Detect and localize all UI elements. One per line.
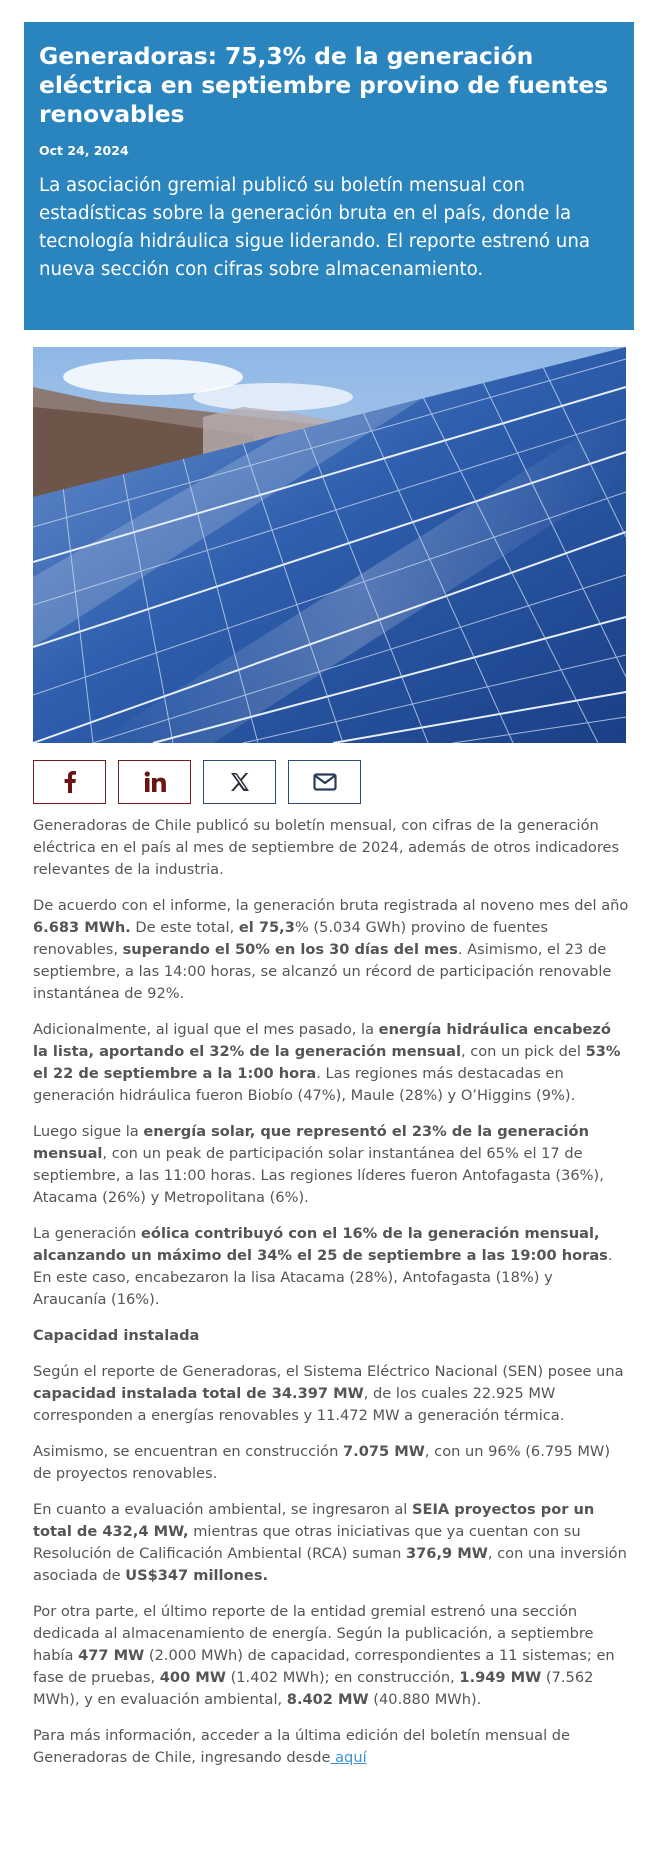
paragraph-text: De este total, (130, 919, 239, 936)
paragraph-bold: superando el 50% en los 30 días del mes (122, 941, 458, 958)
paragraph-text: , con un peak de participación solar instantánea del 65% el 17 de septiembre, a las 11:00 horas. Las regiones líderes fueron Antofagasta (36%), Atacama (26%) y Metropolitana (6%). (33, 1145, 604, 1206)
paragraph-8 (33, 1499, 629, 1587)
paragraph-bold: 400 MW (159, 1669, 226, 1686)
paragraph-text: La generación (33, 1225, 142, 1242)
paragraph-text: (2.000 MWh) de capacidad, correspondientes a 11 sistemas; en fase de pruebas, (33, 1647, 615, 1686)
facebook-icon (63, 771, 77, 793)
linkedin-icon (144, 771, 166, 793)
paragraph-bold: 1.949 MW (459, 1669, 542, 1686)
paragraph-text: (7.562 MWh), y en evaluación ambiental, (33, 1669, 594, 1708)
section-heading-text: Capacidad instalada (33, 1327, 200, 1344)
paragraph-text: . En este caso, encabezaron la lisa Atacama (28%), Antofagasta (18%) y Araucanía (16%). (33, 1247, 613, 1308)
article-title: Generadoras: 75,3% de la generación eléctrica en septiembre provino de fuentes renovables (39, 42, 609, 128)
paragraph-text: Adicionalmente, al igual que el mes pasado, la (33, 1021, 379, 1038)
paragraph-10 (33, 1725, 629, 1769)
paragraph-text: Para más información, acceder a la última edición del boletín mensual de Generadoras de Chile, ingresando desde (33, 1727, 571, 1766)
paragraph-bold: energía hidráulica encabezó la lista, aportando el 32% de la generación mensual (33, 1021, 611, 1060)
paragraph-text: (40.880 MWh). (368, 1691, 482, 1708)
x-icon (230, 772, 250, 792)
paragraph-9 (33, 1601, 629, 1711)
article-lead: La asociación gremial publicó su boletín mensual con estadísticas sobre la generación bruta en el país, donde la tecnología hidráulica sigue liderando. El reporte estrenó una nueva sección con cifras sobre almacenamiento. (39, 175, 591, 280)
paragraph-text: De acuerdo con el informe, la generación bruta registrada al noveno mes del año (33, 897, 629, 914)
paragraph-1: Generadoras de Chile publicó su boletín mensual, con cifras de la generación eléctrica en el país al mes de septiembre de 2024, además de otros indicadores relevantes de la industria. (33, 817, 620, 878)
share-linkedin-button[interactable] (118, 760, 191, 804)
paragraph-text: En cuanto a evaluación ambiental, se ingresaron al (33, 1501, 412, 1518)
paragraph-bold: 8.402 MW (286, 1691, 369, 1708)
paragraph-text: . Las regiones más destacadas en generación hidráulica fueron Biobío (47%), Maule (28%) y O’Higgins (9%). (33, 1065, 576, 1104)
paragraph-text: (1.402 MWh); en construcción, (225, 1669, 460, 1686)
paragraph-bold: 7.075 MW (343, 1443, 425, 1460)
paragraph-bold: capacidad instalada total de 34.397 MW (33, 1385, 364, 1402)
paragraph-text: Asimismo, se encuentran en construcción (33, 1443, 344, 1460)
paragraph-bold: SEIA proyectos por un total de 432,4 MW, (33, 1501, 595, 1540)
paragraph-text: . Asimismo, el 23 de septiembre, a las 14:00 horas, se alcanzó un récord de participación renovable instantánea de 92%. (33, 941, 612, 1002)
paragraph-text: , de los cuales 22.925 MW corresponden a energías renovables y 11.472 MW a generación térmica. (33, 1385, 565, 1424)
email-icon (313, 773, 337, 791)
paragraph-text: % (5.034 GWh) provino de fuentes renovables, (33, 919, 548, 958)
paragraph-bold: US$347 millones. (125, 1567, 269, 1584)
paragraph-text: Luego sigue la (33, 1123, 144, 1140)
solar-panels-illustration (33, 347, 626, 743)
paragraph-bold: 6.683 MWh. (33, 919, 131, 936)
share-facebook-button[interactable] (33, 760, 106, 804)
paragraph-bold: energía solar, que representó el 23% de la generación mensual (33, 1123, 589, 1162)
paragraph-bold: 376,9 MW (406, 1545, 488, 1562)
paragraph-5 (33, 1223, 629, 1311)
section-heading (33, 1325, 629, 1347)
paragraph-bold: 53% el 22 de septiembre a la 1:00 hora (33, 1043, 621, 1082)
share-email-button[interactable] (288, 760, 361, 804)
paragraph-2 (33, 895, 629, 1005)
solar-panels-photo (33, 347, 626, 743)
paragraph-bold: eólica contribuyó con el 16% de la generación mensual, alcanzando un máximo del 34% el 25 de septiembre a las 19:00 horas (33, 1225, 608, 1264)
paragraph-text: , con un 96% (6.795 MW) de proyectos renovables. (33, 1443, 611, 1482)
paragraph-3 (33, 1019, 629, 1107)
paragraph-text: mientras que otras iniciativas que ya cuentan con su Resolución de Calificación Ambiental (RCA) suman (33, 1523, 581, 1562)
paragraph-text: Según el reporte de Generadoras, el Sistema Eléctrico Nacional (SEN) posee una (33, 1363, 624, 1380)
article-date: Oct 24, 2024 (39, 143, 129, 158)
paragraph-bold: el 75,3 (238, 919, 295, 936)
paragraph-7 (33, 1441, 629, 1485)
paragraph-bold: 477 MW (78, 1647, 145, 1664)
bulletin-link[interactable]: aquí (330, 1749, 367, 1766)
paragraph-text: , con un pick del (460, 1043, 586, 1060)
share-x-button[interactable] (203, 760, 276, 804)
paragraph-text: , con una inversión asociada de (33, 1545, 627, 1584)
paragraph-4 (33, 1121, 629, 1209)
article-body (33, 815, 629, 1783)
paragraph-6 (33, 1361, 629, 1427)
article-header (24, 22, 634, 330)
paragraph-text: Por otra parte, el último reporte de la entidad gremial estrenó una sección dedicada al almacenamiento de energía. Según la publicación, a septiembre había (33, 1603, 594, 1664)
